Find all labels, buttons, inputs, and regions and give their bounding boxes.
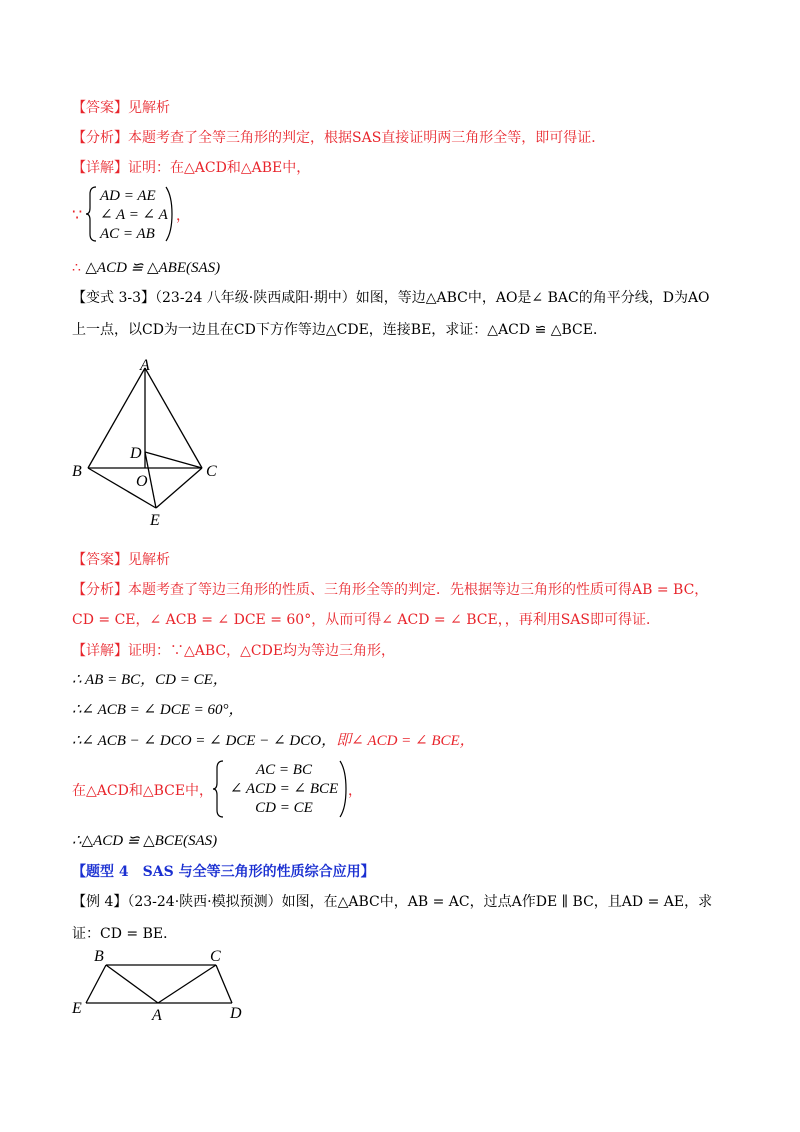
label-a: A	[152, 1007, 162, 1024]
detail-tag: 【详解】	[72, 643, 128, 659]
system-row: AD = AE	[100, 188, 156, 204]
label-d: D	[230, 1005, 242, 1022]
figure-equilateral-triangles	[60, 350, 240, 535]
proof-line-3	[72, 731, 475, 751]
detail-line-2	[72, 641, 395, 661]
variant-line-2: 上一点，以CD为一边且在CD下方作等边△CDE，连接BE，求证：△ACD ≌ △BCE．	[72, 322, 607, 338]
detail-text: 证明：在△ACD和△ABE中，	[128, 160, 311, 176]
answer-line-1: 【答案】见解析	[72, 100, 170, 116]
figure-trapezoid	[66, 945, 256, 1025]
detail-text: 证明：∵△ABC，△CDE均为等边三角形，	[128, 643, 396, 659]
equation-system-2	[228, 761, 340, 818]
label-c: C	[206, 463, 217, 480]
proof-subtraction: ∴∠ ACB − ∠ DCO = ∠ DCE − ∠ DCO，	[72, 733, 337, 749]
proof-equal-angles: 即∠ ACD = ∠ BCE，	[336, 733, 475, 749]
analysis-line-1: 【分析】本题考查了全等三角形的判定，根据SAS直接证明两三角形全等，即可得证．	[72, 130, 606, 146]
proof-line-1: ∴ AB = BC，CD = CE，	[72, 672, 228, 688]
in-triangles-text: 在△ACD和△BCE中，	[72, 783, 214, 799]
detail-line-1	[72, 158, 310, 178]
equation-system-1	[100, 187, 168, 244]
variant-line-1	[72, 288, 710, 308]
label-d: D	[130, 445, 142, 462]
conclusion-text: △ACD ≌ △ABE(SAS)	[85, 260, 221, 276]
because-symbol: ∵	[72, 205, 83, 224]
conclusion-line-1	[72, 258, 220, 278]
label-a: A	[140, 357, 150, 374]
topic-heading: 【题型 4 SAS 与全等三角形的性质综合应用】	[72, 864, 375, 880]
right-paren	[164, 186, 176, 242]
left-brace	[213, 760, 225, 818]
label-b: B	[72, 463, 82, 480]
label-c: C	[210, 948, 221, 965]
system-row: CD = CE	[255, 800, 313, 816]
therefore-symbol: ∴	[72, 260, 81, 276]
conclusion-line-2: ∴△ACD ≌ △BCE(SAS)	[72, 833, 218, 849]
answer-line-2: 【答案】见解析	[72, 552, 170, 568]
example-line-1: 【例 4】（23-24·陕西·模拟预测）如图，在△ABC中，AB = AC，过点A作DE ∥ BC，且AD = AE，求	[72, 894, 713, 910]
proof-line-2: ∴∠ ACB = ∠ DCE = 60°，	[72, 702, 244, 718]
label-e: E	[150, 512, 160, 529]
system-end: ，	[348, 783, 362, 799]
detail-tag: 【详解】	[72, 160, 128, 176]
system-end: ，	[176, 208, 190, 224]
label-e: E	[72, 1000, 82, 1017]
system-row: AC = AB	[100, 226, 155, 242]
variant-text: （23-24 八年级·陕西咸阳·期中）如图，等边△ABC中，AO是∠ BAC的角平分线，D为AO	[155, 290, 710, 306]
variant-tag: 【变式 3-3】	[72, 290, 155, 306]
label-o: O	[136, 473, 148, 490]
analysis-line-2a: 【分析】本题考查了等边三角形的性质、三角形全等的判定．先根据等边三角形的性质可得AB = BC，	[72, 582, 709, 598]
example-line-2: 证：CD = BE．	[72, 926, 178, 942]
left-brace	[86, 186, 98, 242]
label-b: B	[94, 948, 104, 965]
system-row: ∠ ACD = ∠ BCE	[229, 781, 339, 797]
analysis-line-2b: CD = CE，∠ ACB = ∠ DCE = 60°，从而可得∠ ACD = ∠ BCE，，再利用SAS即可得证．	[72, 612, 661, 628]
system-row: ∠ A = ∠ A	[100, 207, 168, 223]
system-row: AC = BC	[256, 762, 312, 778]
